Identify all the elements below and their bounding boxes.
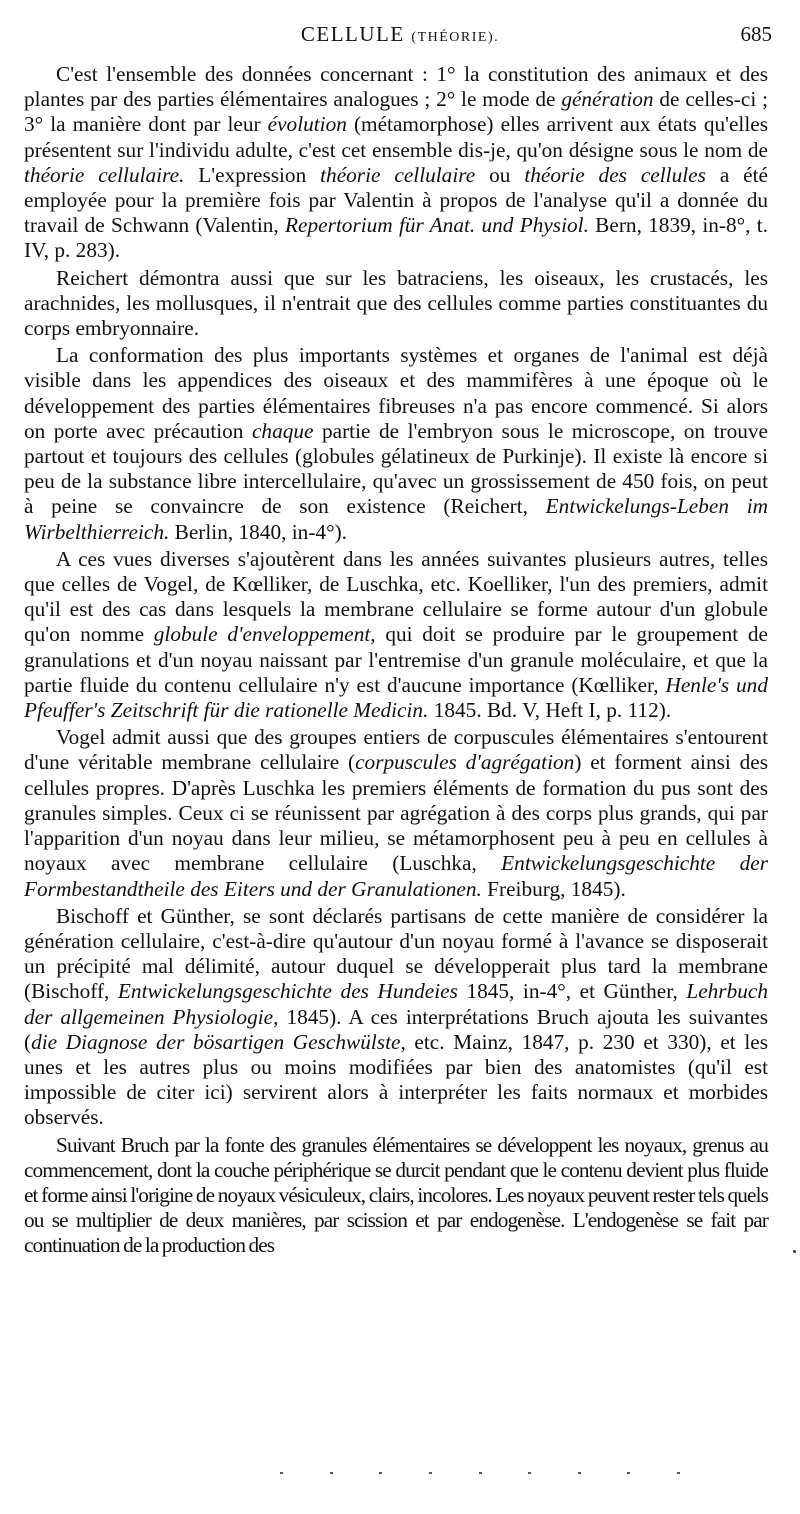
text-run: Berlin, 1840, in-4°). — [169, 519, 347, 544]
italic-text: génération — [561, 87, 654, 112]
italic-text: chaque — [251, 418, 314, 443]
italic-text: théorie cellulaire. — [24, 162, 185, 187]
text-run: La conformation des plus importants systèmes et organes de l'animal est déjà visible dans les appendices des oiseaux et des mammifères à une époque où le développement des parties élémentaires fibreuses n'a pas encore commencé. Si alors on porte avec précaution — [24, 343, 768, 443]
italic-text: globule d'enveloppement — [153, 622, 371, 647]
text-run: 1845. Bd. V, Heft I, p. 112). — [428, 698, 672, 723]
text-run: Suivant Bruch par la fonte des granules élémentaires se développent les noyaux, grenus au commencement, dont la couche périphérique se durcit pendant que le contenu devient plus fluide et forme ainsi l'origine de noyaux vésiculeux, clairs, incolores. Les noyaux peuvent rester tels quels ou se multiplier de deux manières, par scission et par endogenèse. L'endogenèse se fait par continuation de la production des — [24, 1132, 768, 1258]
text-run: ou — [475, 162, 525, 187]
italic-text: théorie cellulaire — [320, 162, 476, 187]
text-run: partie de l'embryon sous le microscope, on trouve partout et toujours des cellules (globules gélatineux de Purkinje). Il existe là encore si peu de la substance libre intercellulaire, qu'avec un grossissement de 450 fois, on peut à peine se convaincre de son existence (Reichert, — [24, 418, 768, 519]
text-run: 1845, in-4°, et Günther, — [457, 979, 687, 1004]
running-head — [24, 22, 776, 47]
margin-speck — [793, 1250, 796, 1253]
running-head-sub: (THÉORIE). — [411, 30, 500, 45]
page-header — [24, 22, 776, 54]
text-run: Bern, 1839, in-8°, t. IV, p. 283). — [24, 213, 768, 263]
text-run: A ces vues diverses s'ajoutèrent dans les années suivantes plusieurs autres, telles que celles de Vogel, de Kœlliker, de Luschka, etc. Koelliker, l'un des premiers, admit qu'il est des cas dans lesquels la membrane cellulaire se forme autour d'un globule qu'on nomme — [24, 546, 768, 647]
text-run: de celles-ci ; 3° la manière dont par leur — [24, 87, 769, 137]
italic-text: théorie des cellules — [524, 162, 706, 187]
text-run: C'est l'ensemble des données concernant : 1° la constitution des animaux et des plantes par des parties élémentaires analogues ; 2° le mode de — [24, 62, 768, 112]
running-head-main: CELLULE — [300, 22, 405, 46]
text-run: L'expression — [184, 162, 321, 187]
paragraph — [24, 266, 768, 342]
text-run: Vogel admit aussi que des groupes entiers de corpuscules élémentaires s'entourent d'une véritable membrane cellulaire ( — [24, 725, 768, 775]
paragraph — [24, 547, 768, 723]
page-number: 685 — [740, 22, 772, 46]
italic-text: Entwickelungsgeschichte des Hundeies — [117, 979, 458, 1004]
italic-text: évolution — [267, 112, 347, 137]
text-run: ) et forment ainsi des cellules propres. D'après Luschka les premiers éléments de formation du pus sont des granules simples. Ceux ci se réunissent par agrégation à des corps plus grands, qui par l'apparition d'un noyau dans leur milieu, se métamorphosent peu à peu en cellules à noyaux avec membrane cellulaire (Luschka, — [24, 750, 768, 876]
paragraph — [24, 62, 768, 264]
paragraph — [24, 725, 768, 901]
text-run: Freiburg, 1845). — [481, 876, 626, 901]
italic-text: Lehrbuch der allgemeinen Physiologie — [24, 979, 768, 1029]
body-text — [24, 62, 768, 1261]
italic-text: die Diagnose der bösartigen Geschwülste — [31, 1029, 401, 1054]
italic-text: Entwickelungsgeschichte der Formbestandtheile des Eiters und der Granulationen. — [24, 851, 769, 901]
paragraph — [24, 1133, 768, 1259]
text-run: , qui doit se produire par le groupement de granulations et d'un noyau naissant par l'entremise d'un granule moléculaire, et que la partie fluide du contenu cellulaire n'y est d'aucune importance (Kœlliker, — [24, 622, 768, 697]
text-run: a été employée pour la première fois par Valentin à propos de l'analyse qu'il a donnée du travail de Schwann (Valentin, — [24, 162, 768, 238]
bottom-print-specks — [280, 1472, 680, 1476]
text-run: , 1845). A ces interprétations Bruch ajouta les suivantes ( — [24, 1004, 768, 1054]
text-run: , etc. Mainz, 1847, p. 230 et 330), et les unes et les autres plus ou moins modifiées par bien des anatomistes (qu'il est impossible de citer ici) servirent alors à interpréter les faits normaux et morbides observés. — [24, 1029, 769, 1130]
text-run: Bischoff et Günther, se sont déclarés partisans de cette manière de considérer la génération cellulaire, c'est-à-dire qu'autour d'un noyau formé à l'avance se disposerait un précipité mal délimité, autour duquel se développerait plus tard la membrane (Bischoff, — [24, 903, 768, 1004]
italic-text: corpuscules d'agrégation — [355, 750, 575, 775]
text-run: (métamorphose) elles arrivent aux états qu'elles présentent sur l'individu adulte, c'est cet ensemble dis-je, qu'on désigne sous le nom de — [24, 112, 768, 162]
italic-text: Henle's und Pfeuffer's Zeitschrift für die rationelle Medicin. — [24, 672, 768, 723]
paragraph — [24, 904, 768, 1131]
italic-text: Entwickelungs-Leben im Wirbelthierreich. — [24, 494, 768, 544]
italic-text: Repertorium für Anat. und Physiol. — [285, 213, 589, 238]
text-run: Reichert démontra aussi que sur les batraciens, les oiseaux, les crustacés, les arachnides, les mollusques, il n'entrait que des cellules comme parties constituantes du corps embryonnaire. — [24, 265, 768, 341]
paragraph — [24, 343, 768, 545]
